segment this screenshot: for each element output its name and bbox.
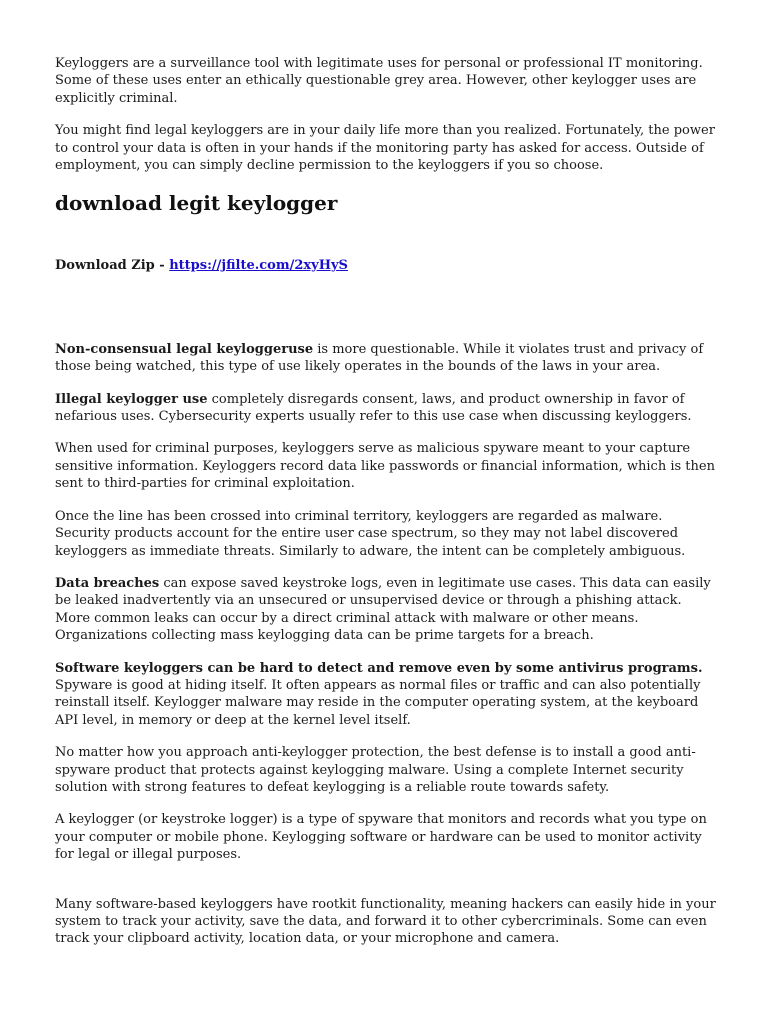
intro-paragraph-1: Keyloggers are a surveillance tool with legitimate uses for personal or professional IT monitoring. Some of these uses enter an ethically questionable grey area. However, other keylogger uses are explicitly criminal. bbox=[55, 56, 703, 106]
illegal-heading: Illegal keylogger use bbox=[55, 391, 208, 407]
software-heading: Software keyloggers can be hard to detect and remove even by some antivirus programs. bbox=[55, 660, 703, 676]
illegal-paragraph bbox=[55, 391, 720, 426]
breaches-text: can expose saved keystroke logs, even in legitimate use cases. This data can easily be leaked inadvertently via an unsecured or unsupervised device or through a phishing attack. More common leaks can occur by a direct criminal attack with malware or other means. Organizations collecting mass keylogging data can be prime targets for a breach. bbox=[55, 575, 711, 644]
document-page bbox=[55, 55, 720, 948]
software-text: Spyware is good at hiding itself. It often appears as normal files or traffic and can also potentially reinstall itself. Keylogger malware may reside in the computer operating system, at the keyboard API level, in memory or deep at the kernel level itself. bbox=[55, 677, 701, 728]
breaches-paragraph bbox=[55, 575, 720, 645]
nonconsensual-paragraph bbox=[55, 341, 720, 376]
rootkit-paragraph: Many software-based keyloggers have rootkit functionality, meaning hackers can easily hide in your system to track your activity, save the data, and forward it to other cybercriminals. Some can even track your clipboard activity, location data, or your microphone and camera. bbox=[55, 896, 716, 947]
definition-paragraph: A keylogger (or keystroke logger) is a type of spyware that monitors and records what you type on your computer or mobile phone. Keylogging software or hardware can be used to monitor activity for legal or illegal purposes. bbox=[55, 812, 707, 863]
criminal-paragraph: When used for criminal purposes, keyloggers serve as malicious spyware meant to your capture sensitive information. Keyloggers record data like passwords or financial information, which is then sent to third-parties for criminal exploitation. bbox=[55, 441, 715, 492]
download-link[interactable]: https://jfilte.com/2xyHyS bbox=[169, 258, 348, 274]
nonconsensual-heading: Non-consensual legal keyloggeruse bbox=[55, 341, 314, 357]
page-title: download legit keylogger bbox=[55, 191, 338, 216]
software-paragraph bbox=[55, 660, 720, 730]
download-line bbox=[55, 257, 720, 274]
intro-paragraph-2: You might find legal keyloggers are in your daily life more than you realized. Fortunately, the power to control your data is often in your hands if the monitoring party has asked for access. Outside of employment, you can simply decline permission to the keyloggers if you so choose. bbox=[55, 123, 715, 174]
malware-paragraph: Once the line has been crossed into criminal territory, keyloggers are regarded as malware. Security products account for the entire user case spectrum, so they may not label discovered keyloggers as immediate threats. Similarly to adware, the intent can be completely ambiguous. bbox=[55, 508, 686, 559]
protection-paragraph: No matter how you approach anti-keylogger protection, the best defense is to install a good anti-spyware product that protects against keylogging malware. Using a complete Internet security solution with strong features to defeat keylogging is a reliable route towards safety. bbox=[55, 745, 696, 795]
nonconsensual-text: is more questionable. While it violates trust and privacy of those being watched, this type of use likely operates in the bounds of the laws in your area. bbox=[55, 341, 704, 375]
breaches-heading: Data breaches bbox=[55, 575, 160, 591]
download-label: Download Zip - bbox=[55, 258, 170, 274]
illegal-text: completely disregards consent, laws, and product ownership in favor of nefarious uses. Cybersecurity experts usually refer to this use case when discussing keyloggers. bbox=[55, 391, 692, 425]
